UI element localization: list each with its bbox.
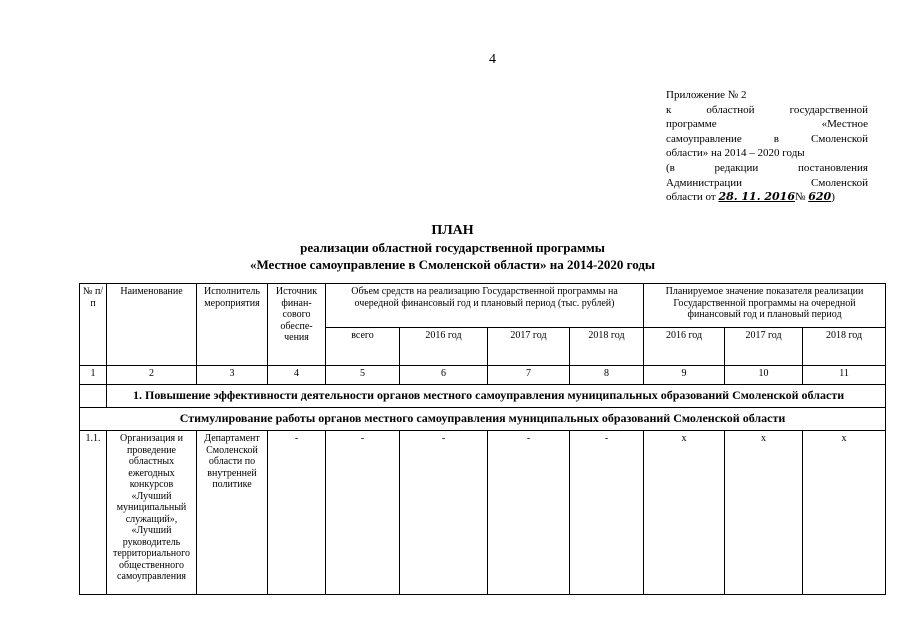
handwritten-number: 620 <box>808 190 832 204</box>
title-plan: ПЛАН <box>431 223 474 238</box>
header-volume-group: Объем средств на реализацию Государственной программы на очередной финансовый год и плановый период (тыс. рублей) <box>326 284 644 328</box>
appendix-note <box>666 88 868 205</box>
column-number: 3 <box>197 366 268 385</box>
subsection-title: Стимулирование работы органов местного самоуправления муниципальных образований Смоленской области <box>80 408 886 431</box>
column-number: 10 <box>725 366 803 385</box>
section-title: 1. Повышение эффективности деятельности органов местного самоуправления муниципальных образований Смоленской области <box>107 385 886 408</box>
row-executor: Департамент Смоленской области по внутренней политике <box>197 431 268 595</box>
header-name: Наименование <box>107 284 197 366</box>
page-number: 4 <box>489 52 496 67</box>
handwritten-date: 28. 11. 2016 <box>718 190 795 204</box>
appendix-date-line <box>666 190 868 205</box>
title-line-2: реализации областной государственной программы <box>300 240 605 255</box>
header-executor: Исполнитель мероприятия <box>197 284 268 366</box>
number-sign: № <box>795 191 809 204</box>
closing-paren: ) <box>831 191 835 204</box>
row-indicator-2018: х <box>803 431 886 595</box>
header-volume-2017: 2017 год <box>488 328 570 366</box>
header-total: всего <box>326 328 400 366</box>
header-indicator-2018: 2018 год <box>803 328 886 366</box>
appendix-line: Администрации Смоленской <box>666 176 868 189</box>
row-indicator-2016: х <box>644 431 725 595</box>
row-name: Организация и проведение областных ежегодных конкурсов «Лучший муниципальный служащий», «Лучший руководитель территориального общественного самоуправления <box>107 431 197 595</box>
appendix-line: Приложение № 2 <box>666 89 747 101</box>
appendix-line: самоуправление в Смоленской <box>666 132 868 145</box>
header-indicator-group: Планируемое значение показателя реализации Государственной программы на очередной финансовый год и плановый период <box>644 284 886 328</box>
plan-table <box>79 283 886 595</box>
column-number: 8 <box>570 366 644 385</box>
header-indicator-2017: 2017 год <box>725 328 803 366</box>
column-number: 4 <box>268 366 326 385</box>
column-number: 7 <box>488 366 570 385</box>
appendix-line: (в редакции постановления <box>666 161 868 174</box>
column-number: 2 <box>107 366 197 385</box>
appendix-line: области» на 2014 – 2020 годы <box>666 147 805 160</box>
header-indicator-2016: 2016 год <box>644 328 725 366</box>
document-title <box>0 222 905 273</box>
header-volume-2016: 2016 год <box>400 328 488 366</box>
title-line-3: «Местное самоуправление в Смоленской области» на 2014-2020 годы <box>249 257 656 272</box>
column-number: 5 <box>326 366 400 385</box>
header-volume-2018: 2018 год <box>570 328 644 366</box>
row-volume-2018: - <box>570 431 644 595</box>
row-indicator-2017: х <box>725 431 803 595</box>
row-source: - <box>268 431 326 595</box>
appendix-line: к областной государственной <box>666 103 868 116</box>
header-num: № п/п <box>80 284 107 366</box>
column-number: 6 <box>400 366 488 385</box>
section-row <box>80 385 886 408</box>
column-number: 11 <box>803 366 886 385</box>
column-numbers-row <box>80 366 886 385</box>
appendix-line: программе «Местное <box>666 118 868 131</box>
row-volume-2016: - <box>400 431 488 595</box>
column-number: 1 <box>80 366 107 385</box>
column-number: 9 <box>644 366 725 385</box>
table-row <box>80 431 886 595</box>
row-total: - <box>326 431 400 595</box>
row-num: 1.1. <box>80 431 107 595</box>
subsection-row <box>80 408 886 431</box>
row-volume-2017: - <box>488 431 570 595</box>
header-source: Источник финан-сового обеспе-чения <box>268 284 326 366</box>
appendix-date-prefix: области от <box>666 191 719 204</box>
